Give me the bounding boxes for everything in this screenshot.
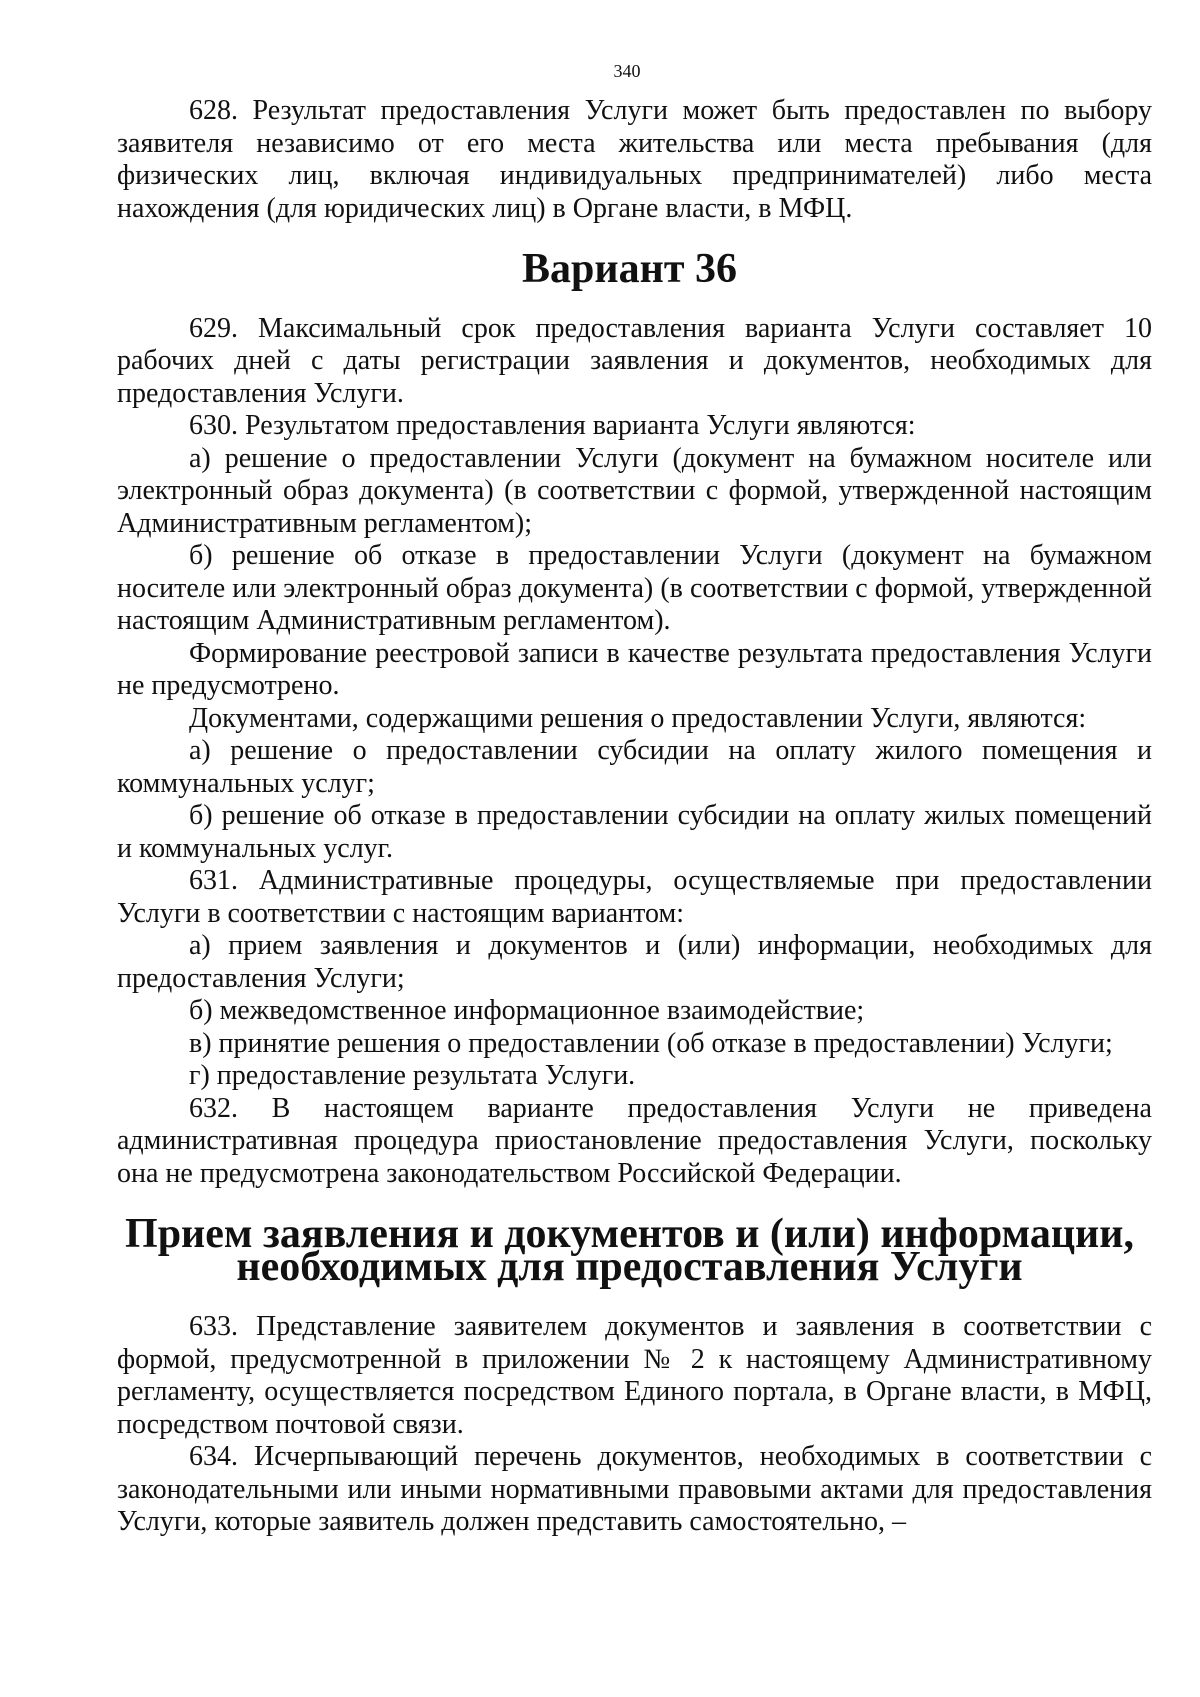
paragraph-631-a: а) прием заявления и документов и (или) информации, необходимых для предоставления Услуги; bbox=[117, 930, 1152, 994]
paragraph-631-v: в) принятие решения о предоставлении (об отказе в предоставлении) Услуги; bbox=[189, 1027, 1113, 1059]
paragraph-628: 628. Результат предоставления Услуги может быть предоставлен по выбору заявителя независимо от его места жительства или места пребывания (для физических лиц, включая индивидуальных предпринимателей) либо места нахождения (для юридических лиц) в Органе власти, в МФЦ. bbox=[117, 95, 1152, 224]
paragraph-decision-documents: Документами, содержащими решения о предоставлении Услуги, являются: bbox=[189, 702, 1087, 734]
paragraph-registry-record: Формирование реестровой записи в качестве результата предоставления Услуги не предусмотрено. bbox=[117, 637, 1152, 701]
paragraph-decision-a: а) решение о предоставлении субсидии на оплату жилого помещения и коммунальных услуг; bbox=[117, 735, 1152, 799]
paragraph-631-g: г) предоставление результата Услуги. bbox=[189, 1060, 636, 1091]
heading-variant-36: Вариант 36 bbox=[522, 246, 737, 292]
paragraph-decision-b: б) решение об отказе в предоставлении субсидии на оплату жилых помещений и коммунальных услуг. bbox=[117, 800, 1152, 864]
paragraph-631-b: б) межведомственное информационное взаимодействие; bbox=[189, 995, 865, 1026]
paragraph-629: 629. Максимальный срок предоставления варианта Услуги составляет 10 рабочих дней с даты регистрации заявления и документов, необходимых для предоставления Услуги. bbox=[117, 312, 1152, 409]
heading-section-reception: Прием заявления и документов и (или) информации, необходимых для предоставления Услуги bbox=[125, 1211, 1134, 1290]
page-number: 340 bbox=[613, 61, 641, 81]
paragraph-630: 630. Результатом предоставления варианта Услуги являются: bbox=[189, 410, 916, 441]
paragraph-632: 632. В настоящем варианте предоставления Услуги не приведена административная процедура приостановление предоставления Услуги, поскольку она не предусмотрена законодательством Российской Федерации. bbox=[117, 1092, 1152, 1189]
paragraph-630-a: а) решение о предоставлении Услуги (документ на бумажном носителе или электронный образ документа) (в соответствии с формой, утвержденной настоящим Административным регламентом); bbox=[117, 442, 1152, 539]
paragraph-633: 633. Представление заявителем документов и заявления в соответствии с формой, предусмотренной в приложении № 2 к настоящему Административному регламенту, осуществляется посредством Единого портала, в Органе власти, в МФЦ, посредством почтовой связи. bbox=[117, 1311, 1152, 1440]
paragraph-631: 631. Административные процедуры, осуществляемые при предоставлении Услуги в соответствии с настоящим вариантом: bbox=[117, 865, 1152, 929]
paragraph-630-b: б) решение об отказе в предоставлении Услуги (документ на бумажном носителе или электронный образ документа) (в соответствии с формой, утвержденной настоящим Административным регламентом). bbox=[117, 540, 1152, 636]
paragraph-634: 634. Исчерпывающий перечень документов, необходимых в соответствии с законодательными или иными нормативными правовыми актами для предоставления Услуги, которые заявитель должен представить самостоятельно, – bbox=[117, 1441, 1152, 1537]
